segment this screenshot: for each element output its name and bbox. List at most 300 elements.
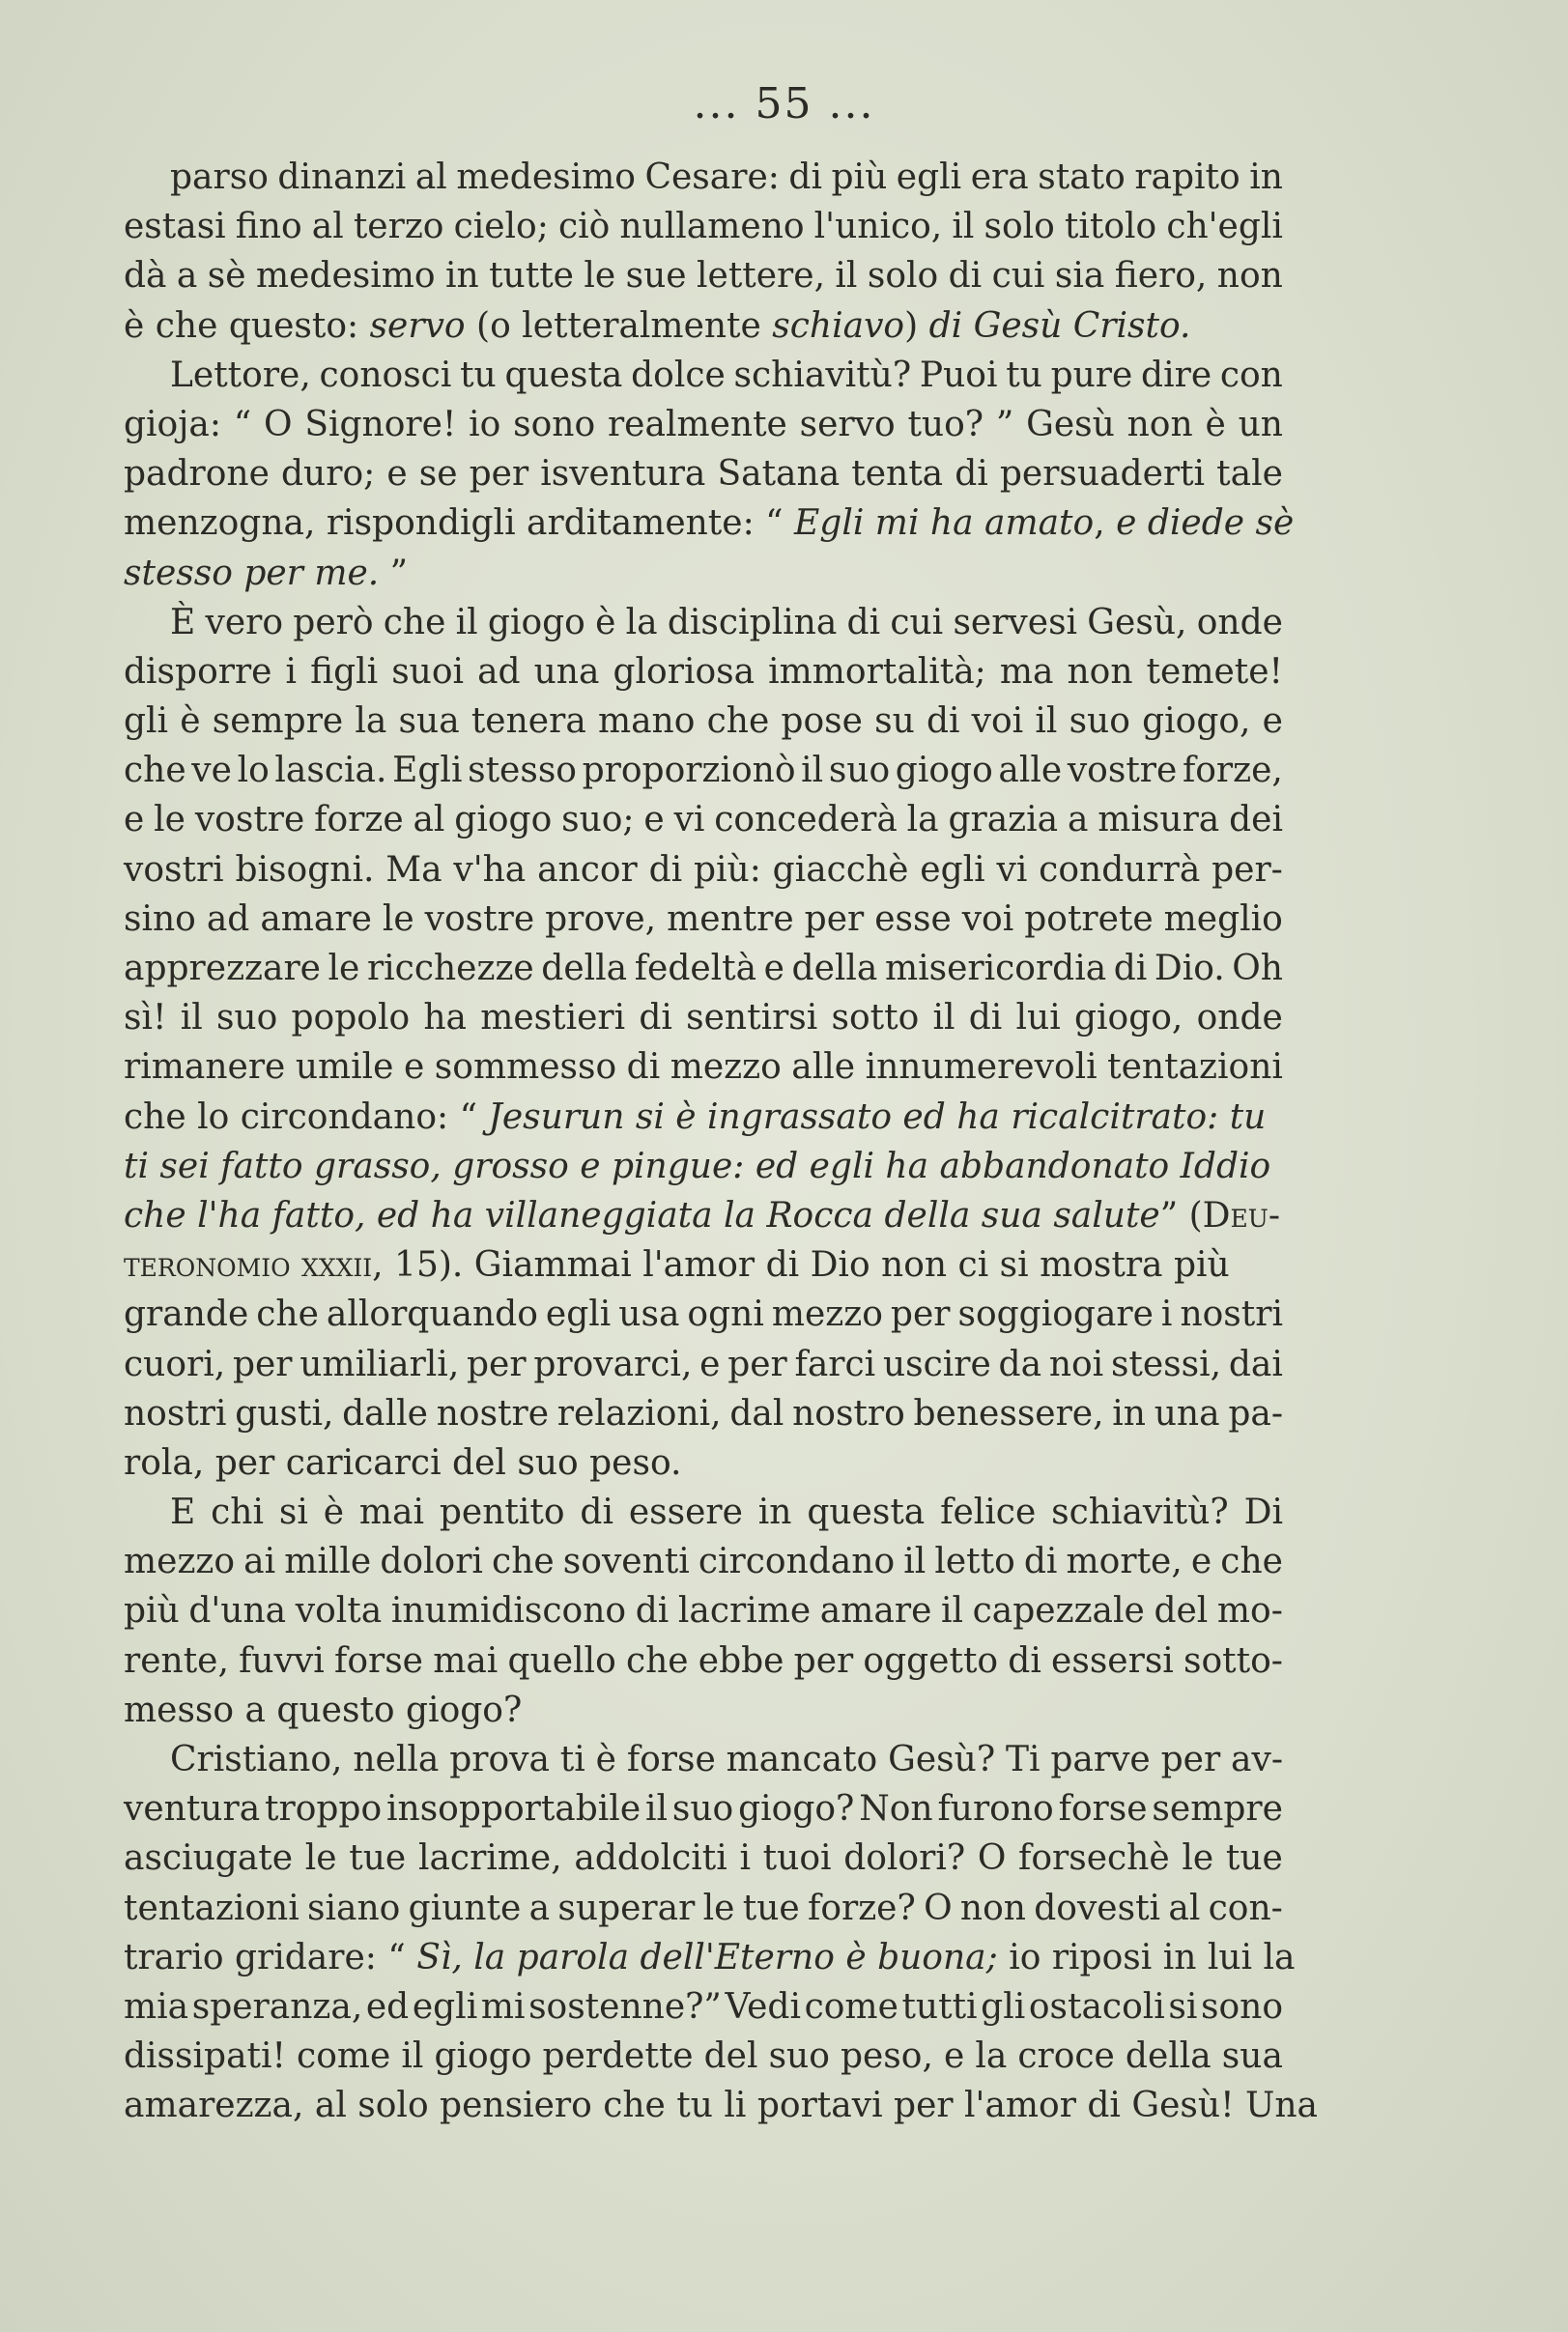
text-word: sue [625, 256, 687, 297]
text-line [124, 1636, 1283, 1686]
text-word: tue [742, 1888, 800, 1928]
text-word: ventura [124, 1789, 261, 1830]
text-word: dinanzi [277, 157, 407, 197]
text-word: dei [1229, 800, 1283, 840]
text-word: il [801, 751, 824, 791]
text-word: tutti [901, 1986, 978, 2027]
text-word: in [1249, 157, 1283, 197]
text-word: con [1219, 355, 1283, 395]
text-word: tale [1216, 454, 1283, 495]
text-word: giogo [487, 602, 585, 642]
text-word: vostre [194, 800, 305, 840]
text-word: lettere, [697, 256, 826, 297]
text-line [124, 1438, 1283, 1488]
text-run: menzogna, rispondigli arditamente: “ [124, 503, 795, 544]
text-word: egli [412, 1986, 478, 2027]
body-text [124, 153, 1318, 2131]
text-word: forse [334, 1640, 423, 1681]
text-word: giogo [434, 2036, 532, 2077]
text-word: a [176, 256, 198, 297]
text-word: misericordia [884, 949, 1107, 988]
text-line [124, 1735, 1283, 1784]
text-word: è [595, 602, 616, 642]
italic-text: di Gesù Cristo. [928, 305, 1191, 346]
text-word: nostre [436, 1393, 550, 1434]
text-word: troppo [265, 1789, 383, 1830]
text-word: come [297, 2036, 391, 2077]
text-line [124, 647, 1283, 697]
text-word: dolori? [843, 1838, 966, 1879]
text-word: addolciti [574, 1838, 727, 1879]
text-word: da [998, 1344, 1042, 1384]
text-word: di [948, 256, 983, 297]
text-word: gli [981, 1986, 1026, 2027]
text-word: per [232, 1344, 293, 1384]
text-line [124, 1042, 1283, 1092]
text-word: sotto [831, 998, 920, 1038]
text-line [124, 1191, 1283, 1240]
text-word: voi [971, 701, 1024, 742]
text-word: che [625, 1640, 689, 1681]
text-word: sino [124, 898, 196, 939]
text-word: di [1023, 1542, 1058, 1582]
text-word: nullameno [619, 207, 805, 247]
text-word: temete! [1146, 651, 1283, 692]
text-word: e [386, 454, 408, 495]
text-word: un [1238, 404, 1283, 444]
text-line-content [124, 1093, 1266, 1142]
text-word: dolori [380, 1542, 483, 1582]
text-word: sotto- [1183, 1640, 1283, 1681]
text-word: speranza, [191, 1986, 363, 2027]
text-word: forsechè [1018, 1838, 1170, 1879]
text-word: suo; [561, 800, 635, 840]
text-word: con- [1208, 1888, 1283, 1928]
text-word: e [763, 949, 784, 988]
text-word: solo [984, 207, 1055, 247]
text-word: della [791, 949, 878, 988]
text-word: si [1168, 1986, 1198, 2027]
text-word: vi [996, 849, 1028, 890]
text-word: onde [1196, 602, 1283, 642]
text-word: benessere, [913, 1393, 1104, 1434]
text-word: giogo, [1142, 701, 1251, 742]
text-word: che [256, 1294, 319, 1335]
text-word: Non [859, 1789, 933, 1830]
text-word: ma [999, 651, 1054, 692]
text-word: O [924, 1888, 953, 1928]
text-word: di [1113, 949, 1148, 988]
text-word: insopportabile [386, 1789, 641, 1830]
italic-text: ti sei fatto grasso, grosso e pingue: ed egli ha abbandonato Iddio [124, 1146, 1271, 1186]
text-word: Ti [1005, 1740, 1041, 1779]
text-line-content [124, 549, 408, 598]
italic-text: che l'ha fatto, ed ha villaneggiata la Rocca della sua salute [124, 1195, 1160, 1236]
text-word: disporre [124, 651, 272, 692]
text-word: perdette [542, 2036, 694, 2077]
text-word: tentazioni [124, 1888, 299, 1928]
text-word: circondano [698, 1542, 896, 1582]
text-word: come [804, 1986, 898, 2027]
text-word: Puoi [919, 355, 998, 395]
text-word: cui [890, 602, 944, 642]
text-line [124, 895, 1283, 944]
text-word: ad [206, 898, 250, 939]
text-word: vostre [424, 898, 535, 939]
text-word: a [528, 1888, 551, 1928]
text-run: , [1094, 503, 1117, 544]
text-word: il [952, 207, 975, 247]
text-word: usa [618, 1294, 680, 1335]
text-word: dovesti [1034, 1888, 1161, 1928]
text-word: il [455, 602, 478, 642]
text-line [124, 351, 1283, 400]
text-word: siano [307, 1888, 401, 1928]
text-word: però [293, 602, 374, 642]
text-word: giogo [454, 800, 553, 840]
text-word: nostro [792, 1393, 905, 1434]
text-word: av- [1231, 1740, 1283, 1779]
text-word: le [382, 898, 414, 939]
text-run: ” [379, 553, 409, 593]
text-word: di [580, 1493, 613, 1533]
text-word: che [706, 701, 770, 742]
text-line-content [124, 1933, 1295, 1982]
text-line [124, 1389, 1283, 1438]
text-word: e [403, 1047, 425, 1088]
text-word: di [626, 1047, 661, 1088]
text-word: nostri [1180, 1294, 1283, 1335]
text-word: in [1112, 1393, 1146, 1434]
text-word: ch'egli [1166, 207, 1283, 247]
text-word: suo [1069, 701, 1130, 742]
text-word: cuori, [124, 1344, 226, 1384]
text-word: è [595, 1740, 616, 1779]
text-line [124, 1142, 1283, 1191]
text-word: più [831, 157, 888, 197]
text-word: e [643, 800, 665, 840]
text-word: conosci [319, 355, 452, 395]
text-word: servo [799, 404, 896, 444]
text-word: innumerevoli [865, 1047, 1098, 1088]
text-word: tu [460, 355, 497, 395]
text-word: suo [671, 1789, 734, 1830]
text-word: padrone [124, 454, 270, 495]
text-word: tenera [470, 701, 586, 742]
text-word: peso, [840, 2036, 933, 2077]
text-word: era [970, 157, 1029, 197]
italic-text: servo [369, 305, 466, 346]
text-word: noi [1048, 1344, 1104, 1384]
text-word: essersi [1051, 1640, 1174, 1681]
text-word: la [625, 602, 658, 642]
text-word: vi [673, 800, 705, 840]
text-word: oggetto [863, 1640, 999, 1681]
text-line [124, 598, 1283, 647]
italic-text: Jesurun si è ingrassato ed ha ricalcitrato: tu [488, 1096, 1267, 1137]
text-word: giunte [408, 1888, 522, 1928]
text-word: inumidiscono [390, 1591, 627, 1632]
text-word: è [180, 701, 201, 742]
text-word: terzo [353, 207, 444, 247]
text-word: sono [513, 404, 596, 444]
text-word: gioja: [124, 404, 221, 444]
text-word: al [1168, 1888, 1201, 1928]
text-word: il [180, 998, 203, 1038]
text-line [124, 1982, 1283, 2032]
text-word: di [955, 454, 988, 495]
text-line-content [124, 1142, 1270, 1191]
text-word: amare [260, 898, 372, 939]
text-word: croce [1017, 2036, 1115, 2077]
text-word: forse [1058, 1789, 1148, 1830]
text-line [124, 251, 1283, 300]
text-word: lui [1015, 998, 1061, 1038]
text-word: la [906, 800, 939, 840]
italic-text: Egli mi ha amato [794, 503, 1095, 544]
text-word: provarci, [533, 1344, 693, 1384]
text-word: sia [1054, 256, 1105, 297]
text-word: questa [504, 355, 623, 395]
text-word: gli [124, 701, 169, 742]
text-word: a [1067, 800, 1089, 840]
text-run: trario gridare: “ [124, 1937, 417, 1977]
text-word: il [903, 1542, 927, 1582]
text-word: per [727, 1344, 787, 1384]
text-word: di [648, 849, 683, 890]
text-word: parso [170, 157, 269, 197]
text-word: gloriosa [613, 651, 755, 692]
text-word: al [414, 157, 447, 197]
text-word: È [170, 602, 196, 642]
text-word: “ [233, 404, 252, 444]
text-word: dai [1228, 1344, 1283, 1384]
text-word: disciplina [667, 602, 838, 642]
text-line [124, 1340, 1283, 1389]
text-word: tue [1225, 1838, 1283, 1879]
text-word: O [977, 1838, 1007, 1879]
text-word: O [264, 404, 293, 444]
text-word: di [788, 157, 822, 197]
text-word: vero [205, 602, 284, 642]
text-word: umiliarli, [299, 1344, 460, 1384]
text-line [124, 449, 1283, 498]
text-word: prova [449, 1740, 550, 1779]
text-word: che [124, 751, 186, 791]
text-word: morte, [1066, 1542, 1183, 1582]
text-word: di [635, 1591, 670, 1632]
text-word: non [959, 1888, 1026, 1928]
text-word: fedeltà [634, 949, 757, 988]
text-word: forze [314, 800, 404, 840]
text-word: persuaderti [999, 454, 1206, 495]
text-line [124, 1290, 1283, 1339]
text-word: sè [207, 256, 246, 297]
text-run: (o letteralmente [465, 305, 773, 346]
text-word: ciò [557, 207, 611, 247]
text-word: mezzo [670, 1047, 782, 1088]
text-word: uscire [882, 1344, 991, 1384]
text-word: per [804, 898, 865, 939]
text-line [124, 153, 1283, 202]
text-word: di [1008, 1640, 1041, 1681]
text-word: Gesù? [888, 1740, 996, 1779]
text-word: Signore! [304, 404, 457, 444]
text-word: per [1160, 1740, 1221, 1779]
text-line-content [124, 1240, 1230, 1290]
text-word: i [1160, 1294, 1173, 1335]
text-word: e [943, 2036, 965, 2077]
text-word: è [1205, 404, 1226, 444]
text-word: sua [398, 701, 460, 742]
text-word: grande [124, 1294, 249, 1335]
text-word: mestieri [480, 998, 626, 1038]
text-word: pure [1050, 355, 1133, 395]
text-word: fino [235, 207, 302, 247]
text-line [124, 1537, 1283, 1586]
text-word: ricchezze [366, 949, 534, 988]
text-word: grazia [948, 800, 1059, 840]
text-word: sentirsi [686, 998, 818, 1038]
text-word: tu [1006, 355, 1042, 395]
text-word: giogo [895, 751, 993, 791]
text-word: mezzo [771, 1294, 883, 1335]
text-word: prove, [545, 898, 657, 939]
text-word: sostenne?” [528, 1986, 722, 2027]
text-word: Lettore, [170, 355, 311, 395]
text-word: Dio. [1154, 949, 1225, 988]
text-word: suo [215, 998, 278, 1038]
text-word: nostri [124, 1393, 227, 1434]
text-word: forse [626, 1740, 716, 1779]
text-word: giogo? [738, 1789, 855, 1830]
text-word: potrete [1024, 898, 1154, 939]
text-word: tutte [489, 256, 574, 297]
text-word: rente, [124, 1640, 229, 1681]
text-word: e [699, 1344, 721, 1384]
text-word: e [1262, 701, 1283, 742]
text-line [124, 944, 1283, 993]
text-word: ad [477, 651, 521, 692]
text-word: servesi [953, 602, 1078, 642]
text-word: giacchè [772, 849, 909, 890]
text-word: mia [124, 1986, 189, 2027]
text-word: voi [961, 898, 1014, 939]
text-word: tenta [851, 454, 944, 495]
text-word: pentito [439, 1493, 565, 1533]
text-word: e [124, 800, 145, 840]
text-word: forze, [1182, 751, 1283, 791]
text-word: mille [284, 1542, 372, 1582]
text-word: fiero, [1114, 256, 1208, 297]
text-word: gusti, [235, 1393, 334, 1434]
text-word: amarezza, al solo pensiero che tu li portavi per l'amor di Gesù! Una [124, 2086, 1318, 2126]
text-word: il [940, 1591, 964, 1632]
text-word: il [645, 1789, 669, 1830]
text-word: tue [349, 1838, 407, 1879]
text-word: isventura [540, 454, 706, 495]
text-word: quello [507, 1640, 616, 1681]
text-word: essere [628, 1493, 743, 1533]
italic-text: e diede sè [1116, 503, 1295, 544]
text-word: le [304, 1838, 337, 1879]
text-word: Gesù [1026, 404, 1115, 444]
text-word: asciugate [124, 1838, 294, 1879]
text-word: che [383, 602, 446, 642]
text-word: pose [781, 701, 863, 742]
text-word: ogni [687, 1294, 764, 1335]
text-word: duro; [281, 454, 376, 495]
text-word: relazioni, [556, 1393, 722, 1434]
text-word: cui [991, 256, 1045, 297]
text-word: si [278, 1493, 308, 1533]
text-word: cielo; [453, 207, 549, 247]
text-run: io riposi in lui la [997, 1937, 1296, 1977]
text-word: stesso [468, 751, 577, 791]
text-word: io [469, 404, 501, 444]
text-word: superar [557, 1888, 696, 1928]
text-word: sua [1221, 2036, 1283, 2077]
text-word: parve [1050, 1740, 1151, 1779]
text-word: lo [237, 751, 270, 791]
text-word: esse [874, 898, 952, 939]
text-word: mo- [1216, 1591, 1283, 1632]
text-word: dà [124, 256, 167, 297]
text-word: in [444, 256, 479, 297]
text-word: rola, per caricarci del suo peso. [124, 1442, 682, 1483]
text-word: il [1035, 701, 1058, 742]
text-word: Oh [1232, 949, 1283, 988]
text-word: il [401, 2036, 424, 2077]
text-line-content [124, 1191, 1280, 1240]
text-word: del [1154, 1591, 1209, 1632]
text-word: Ma [385, 849, 442, 890]
text-word: mancato [726, 1740, 878, 1779]
text-line [124, 1686, 1283, 1735]
text-word: una [533, 651, 600, 692]
text-word: suoi [391, 651, 465, 692]
text-line [124, 498, 1295, 548]
text-word: i [285, 651, 298, 692]
page-number: ... 55 ... [693, 79, 875, 128]
text-word: suo [828, 751, 891, 791]
text-word: su [874, 701, 915, 742]
text-word: di [968, 998, 1003, 1038]
text-word: mi [480, 1986, 526, 2027]
text-word: amare [819, 1591, 932, 1632]
text-word: le [584, 256, 616, 297]
text-word: dolce [631, 355, 726, 395]
text-word: allorquando [326, 1294, 538, 1335]
text-word: Vedi [725, 1986, 801, 2027]
text-word: del [703, 2036, 758, 2077]
text-word: i [739, 1838, 751, 1879]
text-word: umile [295, 1047, 394, 1088]
text-word: v'ha [453, 849, 527, 890]
text-line [124, 1093, 1283, 1142]
text-word: stato [1038, 157, 1126, 197]
text-word: dire [1141, 355, 1212, 395]
text-word: di [926, 701, 960, 742]
text-line-content [124, 301, 1190, 351]
text-word: tuo? [907, 404, 984, 444]
text-word: della [1125, 2036, 1212, 2077]
text-line [124, 845, 1283, 895]
italic-text: schiavo [772, 305, 905, 346]
text-line [124, 2032, 1283, 2081]
text-word: vostre [1067, 751, 1178, 791]
text-word: figli [310, 651, 379, 692]
